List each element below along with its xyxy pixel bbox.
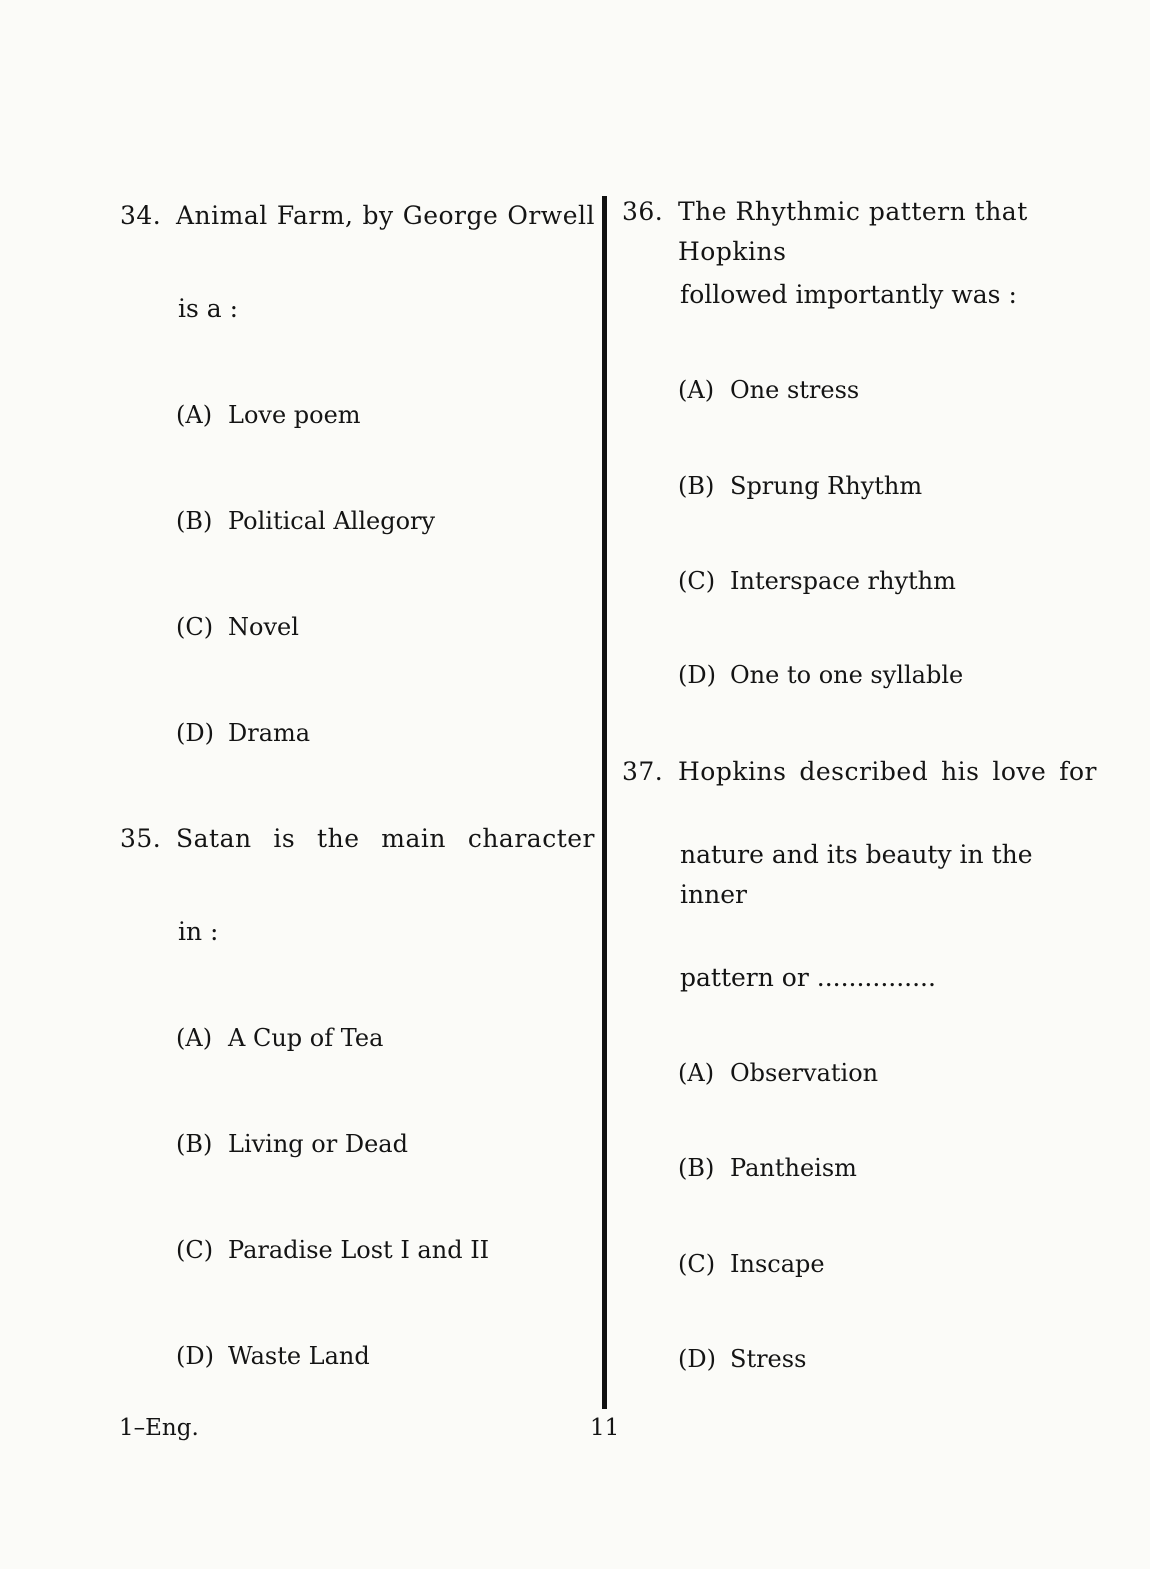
option-text: Stress: [730, 1345, 807, 1373]
option-label: (D): [176, 1342, 214, 1370]
option-label: (B): [678, 472, 715, 500]
option-label: (B): [678, 1154, 715, 1182]
option-label: (C): [678, 1250, 716, 1278]
question-35: [120, 819, 595, 1376]
right-column: [622, 192, 1097, 1379]
question-36: [622, 192, 1097, 695]
option-text: A Cup of Tea: [228, 1024, 384, 1052]
left-column: [120, 196, 595, 1376]
column-divider: [602, 196, 607, 1409]
question-text-continued: in :: [178, 917, 219, 946]
option-label: (D): [678, 1345, 716, 1373]
option-label: (A): [678, 1059, 715, 1087]
option-b: [622, 1148, 1097, 1188]
option-label: (A): [176, 1024, 213, 1052]
question-text-continued: nature and its beauty in the inner: [680, 840, 1033, 909]
option-b: [622, 466, 1097, 506]
question-number: 36.: [622, 197, 664, 226]
option-b: [120, 501, 595, 541]
question-text: Satan is the main character: [176, 824, 595, 853]
question-text-continued: followed importantly was :: [680, 280, 1017, 309]
option-d: [622, 655, 1097, 695]
option-d: [622, 1339, 1097, 1379]
question-text: Animal Farm, by George Orwell: [176, 201, 595, 230]
option-c: [120, 607, 595, 647]
option-text: Waste Land: [228, 1342, 370, 1370]
question-text-continued: pattern or ...............: [680, 963, 936, 992]
option-label: (D): [176, 719, 214, 747]
option-a: [120, 1018, 595, 1058]
option-text: Paradise Lost I and II: [228, 1236, 490, 1264]
option-text: Inscape: [730, 1250, 825, 1278]
question-number: 37.: [622, 757, 664, 786]
option-text: Drama: [228, 719, 311, 747]
question-37: [622, 752, 1097, 1379]
page-number: 11: [590, 1415, 620, 1441]
option-d: [120, 1336, 595, 1376]
option-text: One stress: [730, 376, 860, 404]
question-34: [120, 196, 595, 753]
option-label: (C): [176, 1236, 214, 1264]
option-text: Living or Dead: [228, 1130, 408, 1158]
option-label: (A): [678, 376, 715, 404]
option-text: One to one syllable: [730, 661, 964, 689]
option-label: (C): [176, 613, 214, 641]
option-a: [622, 1053, 1097, 1093]
option-text: Novel: [228, 613, 299, 641]
question-text: The Rhythmic pattern that Hopkins: [678, 197, 1028, 266]
option-c: [120, 1230, 595, 1270]
option-label: (D): [678, 661, 716, 689]
question-number: 34.: [120, 201, 162, 230]
option-b: [120, 1124, 595, 1164]
question-number: 35.: [120, 824, 162, 853]
option-text: Pantheism: [730, 1154, 857, 1182]
option-c: [622, 1244, 1097, 1284]
option-label: (A): [176, 401, 213, 429]
option-a: [622, 370, 1097, 410]
option-c: [622, 561, 1097, 601]
paper-code: 1–Eng.: [119, 1415, 199, 1441]
option-label: (C): [678, 567, 716, 595]
option-text: Love poem: [228, 401, 361, 429]
option-label: (B): [176, 1130, 213, 1158]
option-d: [120, 713, 595, 753]
question-text: Hopkins described his love for: [678, 757, 1097, 786]
option-text: Political Allegory: [228, 507, 436, 535]
question-text-continued: is a :: [178, 294, 239, 323]
option-text: Interspace rhythm: [730, 567, 956, 595]
option-text: Observation: [730, 1059, 879, 1087]
option-label: (B): [176, 507, 213, 535]
option-a: [120, 395, 595, 435]
option-text: Sprung Rhythm: [730, 472, 923, 500]
